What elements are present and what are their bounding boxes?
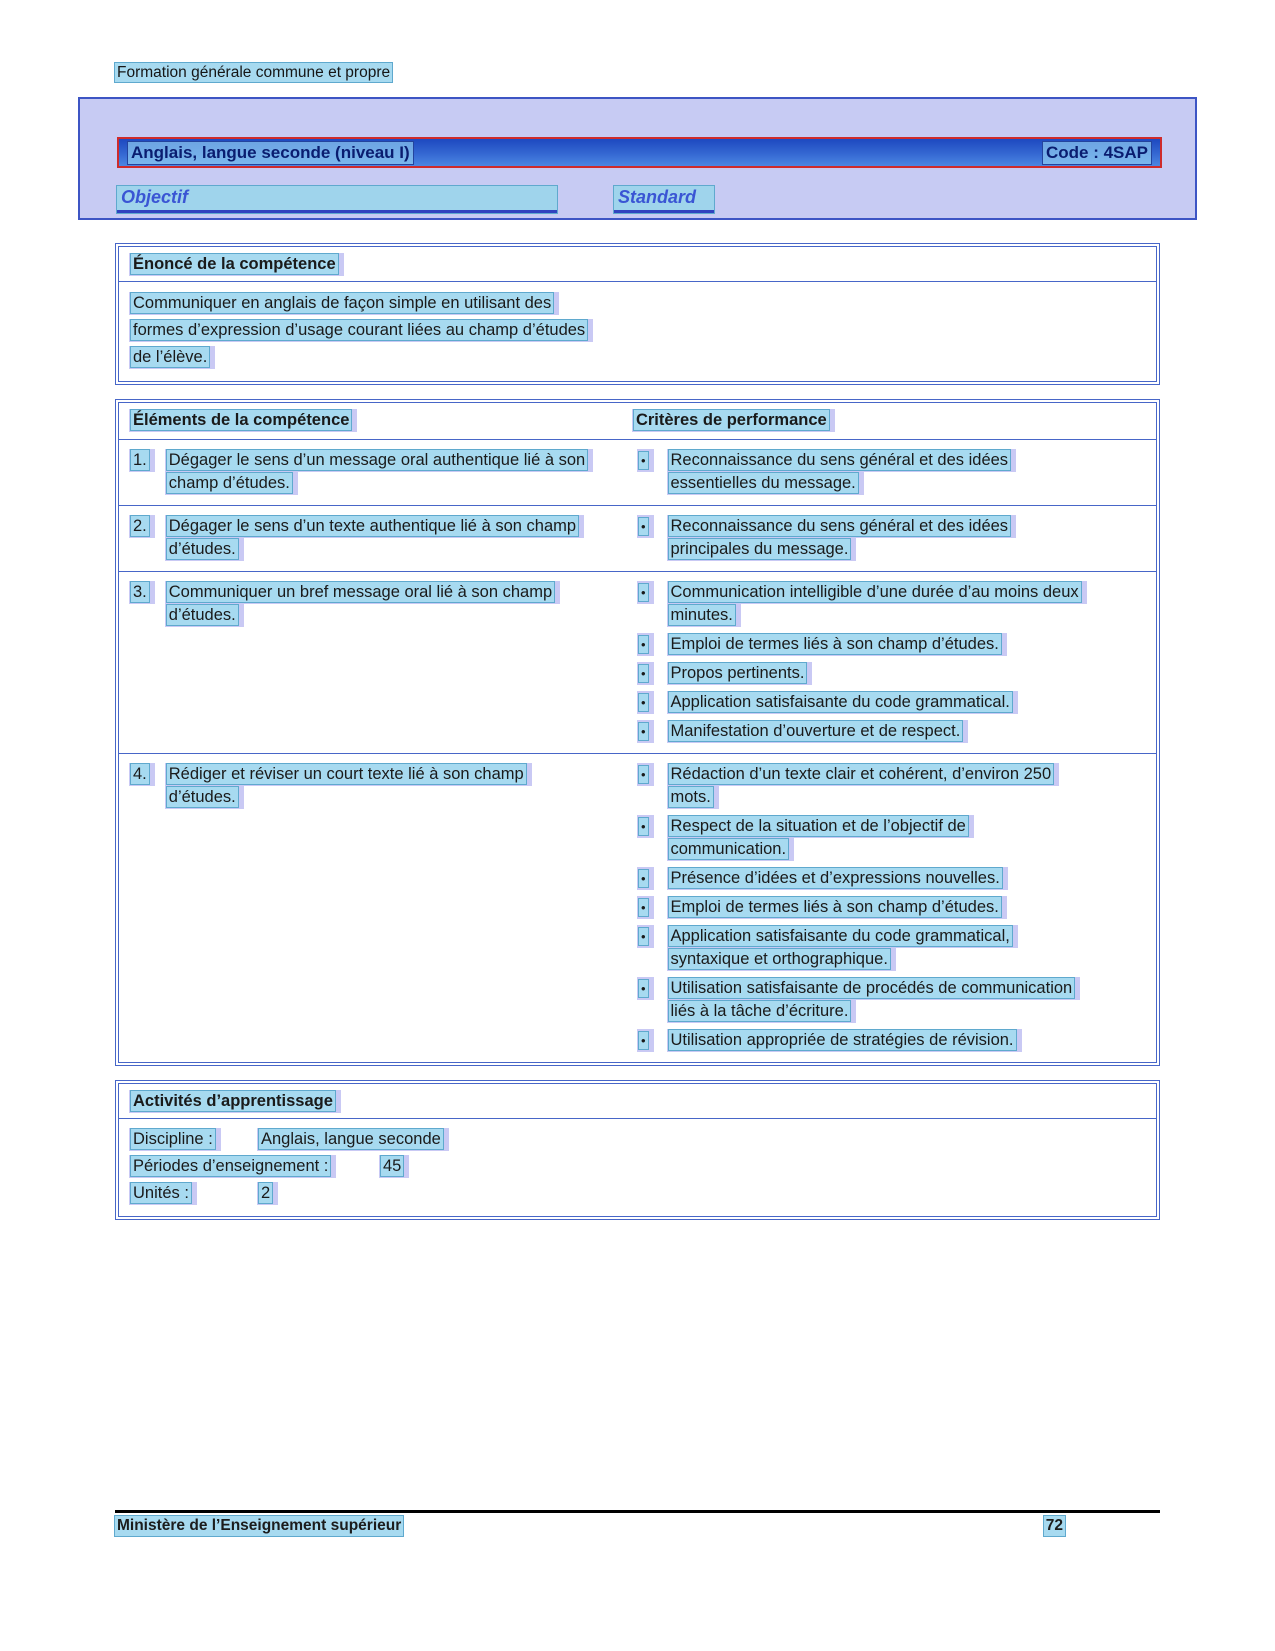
criteres-column-header [622, 403, 1156, 440]
periodes-value: 45 [383, 1157, 402, 1175]
item-number: 1. [133, 451, 147, 469]
critere-text: Reconnaissance du sens général et des idées essentielles du message. [670, 451, 1009, 492]
element-item [129, 449, 612, 495]
critere-item [632, 449, 1146, 495]
element-text: Rédiger et réviser un court texte lié à son champ d’études. [168, 765, 524, 806]
critere-text: Respect de la situation et de l’objectif de communication. [670, 817, 966, 858]
course-title-bar [117, 137, 1162, 168]
critere-text: Communication intelligible d’une durée d’au moins deux minutes. [670, 583, 1079, 624]
critere-item [632, 896, 1146, 919]
enonce-box [115, 243, 1160, 385]
footer-divider [115, 1510, 1160, 1513]
critere-item [632, 1029, 1146, 1052]
critere-item [632, 515, 1146, 561]
critere-item [632, 977, 1146, 1023]
bullet-icon: • [640, 695, 646, 710]
bullet-icon: • [640, 1033, 646, 1048]
footer-ministry-text: Ministère de l’Enseignement supérieur [117, 1517, 402, 1534]
bullet-icon: • [640, 819, 646, 834]
critere-text: Propos pertinents. [670, 664, 805, 682]
periodes-label: Périodes d’enseignement : [133, 1157, 329, 1175]
enonce-heading [119, 247, 1156, 282]
course-header-panel [78, 97, 1197, 220]
item-number: 4. [133, 765, 147, 783]
critere-text: Manifestation d’ouverture et de respect. [670, 722, 961, 740]
table-row [119, 572, 1156, 754]
critere-text: Présence d’idées et d’expressions nouvelles. [670, 869, 1000, 887]
table-row [119, 754, 1156, 1063]
element-text: Dégager le sens d’un message oral authentique lié à son champ d’études. [168, 451, 586, 492]
bullet-icon: • [640, 519, 646, 534]
activites-box [115, 1080, 1160, 1220]
objectif-standard-row [117, 186, 1162, 213]
critere-item [632, 691, 1146, 714]
critere-text: Emploi de termes liés à son champ d’études. [670, 898, 999, 916]
section-label-text: Formation générale commune et propre [117, 64, 391, 81]
competence-table-inner [118, 402, 1157, 1063]
critere-item [632, 763, 1146, 809]
element-text: Communiquer un bref message oral lié à son champ d’études. [168, 583, 553, 624]
objectif-heading: Objectif [117, 186, 557, 213]
elements-column-header [119, 403, 622, 440]
bullet-icon: • [640, 767, 646, 782]
table-header-row [119, 403, 1156, 440]
bullet-icon: • [640, 637, 646, 652]
discipline-row [129, 1126, 1146, 1153]
criteres-column-header-text: Critères de performance [635, 411, 827, 429]
critere-item [632, 633, 1146, 656]
section-label [115, 64, 1160, 82]
bullet-icon: • [640, 900, 646, 915]
unites-label: Unités : [133, 1184, 189, 1202]
critere-text: Application satisfaisante du code grammatical. [670, 693, 1010, 711]
course-code: Code : 4SAP [1043, 142, 1151, 164]
critere-item [632, 815, 1146, 861]
unites-value: 2 [261, 1184, 271, 1202]
footer-page-number: 72 [1045, 1517, 1063, 1534]
critere-item [632, 867, 1146, 890]
element-item [129, 763, 612, 809]
item-number: 3. [133, 583, 147, 601]
critere-item [632, 581, 1146, 627]
enonce-body [119, 282, 1156, 381]
critere-text: Reconnaissance du sens général et des idées principales du message. [670, 517, 1009, 558]
bullet-icon: • [640, 981, 646, 996]
bullet-icon: • [640, 453, 646, 468]
critere-text: Rédaction d’un texte clair et cohérent, d’environ 250 mots. [670, 765, 1052, 806]
discipline-value: Anglais, langue seconde [261, 1130, 441, 1148]
enonce-body-text: Communiquer en anglais de façon simple en utilisant des formes d’expression d’usage courant liées au champ d’études de l’élève. [133, 294, 586, 366]
critere-item [632, 662, 1146, 685]
item-number: 2. [133, 517, 147, 535]
activites-heading [119, 1084, 1156, 1119]
periodes-row [129, 1153, 1146, 1180]
activites-heading-text: Activités d’apprentissage [133, 1092, 333, 1110]
bullet-icon: • [640, 585, 646, 600]
activites-box-inner [118, 1083, 1157, 1217]
critere-item [632, 720, 1146, 743]
discipline-label: Discipline : [133, 1130, 213, 1148]
element-text: Dégager le sens d’un texte authentique lié à son champ d’études. [168, 517, 577, 558]
competence-table [119, 403, 1156, 1062]
bullet-icon: • [640, 666, 646, 681]
competence-table-box [115, 399, 1160, 1066]
table-row [119, 506, 1156, 572]
enonce-heading-text: Énoncé de la compétence [133, 255, 336, 273]
bullet-icon: • [640, 724, 646, 739]
element-item [129, 581, 612, 627]
table-row [119, 440, 1156, 506]
bullet-icon: • [640, 871, 646, 886]
standard-heading: Standard [614, 186, 714, 213]
critere-text: Utilisation appropriée de stratégies de révision. [670, 1031, 1014, 1049]
critere-text: Application satisfaisante du code grammatical, syntaxique et orthographique. [670, 927, 1010, 968]
bullet-icon: • [640, 929, 646, 944]
page-footer [115, 1510, 1160, 1536]
enonce-box-inner [118, 246, 1157, 382]
critere-text: Emploi de termes liés à son champ d’études. [670, 635, 999, 653]
element-item [129, 515, 612, 561]
course-title: Anglais, langue seconde (niveau I) [128, 142, 413, 164]
critere-text: Utilisation satisfaisante de procédés de communication liés à la tâche d’écriture. [670, 979, 1073, 1020]
critere-item [632, 925, 1146, 971]
elements-column-header-text: Éléments de la compétence [133, 411, 350, 429]
activites-body [119, 1119, 1156, 1216]
unites-row [129, 1180, 1146, 1207]
